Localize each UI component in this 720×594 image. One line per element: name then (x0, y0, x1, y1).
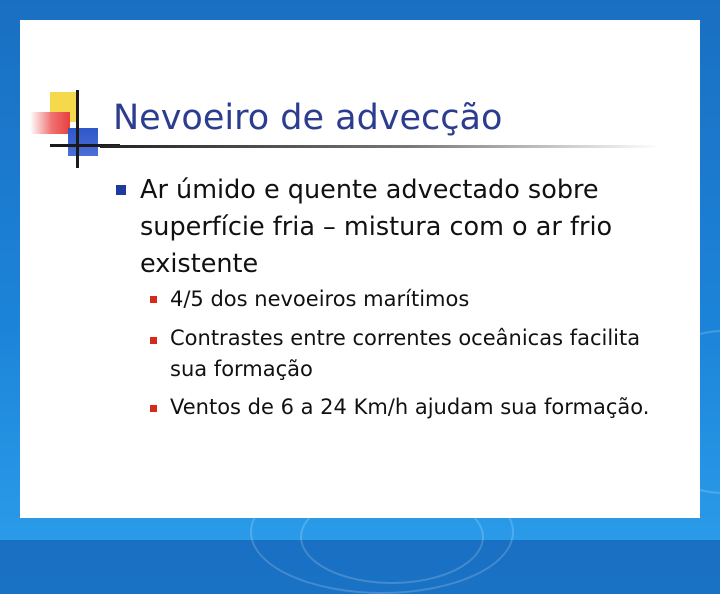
sub-bullet-square-icon (150, 405, 157, 412)
sub-bullet-square-icon (150, 337, 157, 344)
bullet-square-icon (116, 185, 126, 195)
blue-square (68, 128, 98, 156)
red-square (30, 112, 70, 134)
title-underline (100, 145, 660, 148)
sub-bullet-text: 4/5 dos nevoeiros marítimos (170, 287, 470, 311)
logo-vertical-line (76, 90, 79, 168)
slide-title: Nevoeiro de advecção (113, 98, 503, 138)
sub-bullet-text: Contrastes entre correntes oceânicas facilita sua formação (170, 326, 641, 381)
sub-bullet-square-icon (150, 296, 157, 303)
main-bullet-text: Ar úmido e quente advectado sobre superfície fria – mistura com o ar frio existente (140, 175, 613, 279)
sub-bullet-text: Ventos de 6 a 24 Km/h ajudam sua formação. (170, 395, 650, 419)
